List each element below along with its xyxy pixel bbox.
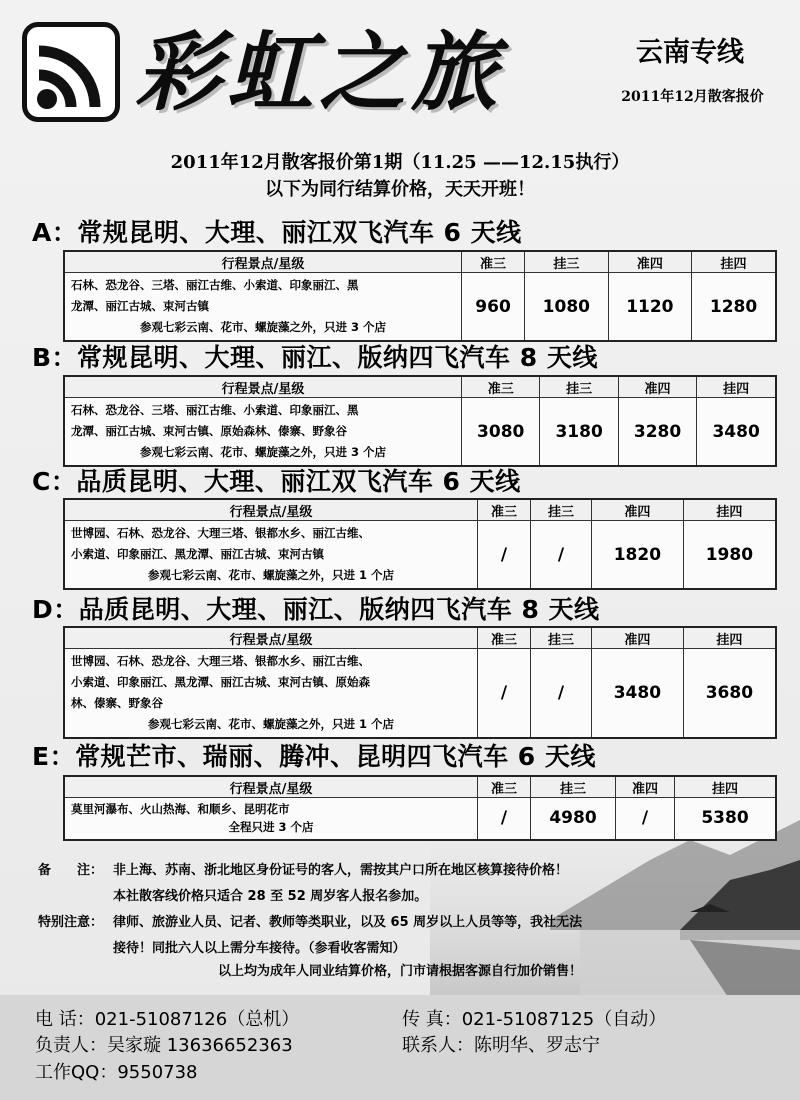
price-cell: / (531, 521, 592, 590)
price-cell: 1280 (692, 273, 776, 342)
wifi-signal-icon (33, 33, 111, 113)
note-text: 非上海、苏南、浙北地区身份证号的客人，需按其户口所在地区核算接待价格！ (113, 863, 569, 878)
itinerary-line: 龙潭、丽江古城、束河古镇 (71, 299, 209, 313)
route-title-e: E：常规芒市、瑞丽、腾冲、昆明四飞汽车 6 天线 (32, 742, 596, 771)
itinerary-line: 石林、恐龙谷、三塔、丽江古维、小索道、印象丽江、黑 (71, 403, 359, 417)
price-cell: / (478, 649, 531, 739)
col-header: 挂三 (531, 776, 616, 798)
price-cell: 3680 (683, 649, 776, 739)
line-subtitle: 2011年12月散客报价 (621, 89, 764, 105)
price-cell: / (478, 798, 531, 840)
manager: 负责人：吴家璇 13636652363 (35, 1035, 293, 1056)
notes (38, 858, 738, 962)
work-qq: 工作QQ：9550738 (35, 1062, 198, 1083)
price-cell: 3480 (592, 649, 684, 739)
note-label-remarks: 备 注： (38, 863, 104, 878)
col-header: 准四 (608, 251, 692, 273)
itinerary-note: 参观七彩云南、花市、螺旋藻之外，只进 1 个店 (147, 717, 394, 731)
col-header: 准三 (478, 776, 531, 798)
col-header: 准四 (592, 499, 684, 521)
route-title-c: C：品质昆明、大理、丽江双飞汽车 6 天线 (32, 467, 521, 496)
price-cell: 3180 (540, 398, 618, 467)
price-table-c (63, 498, 777, 590)
price-cell: 3280 (618, 398, 696, 467)
col-header: 挂四 (683, 499, 776, 521)
col-header: 准三 (478, 499, 531, 521)
price-cell: / (616, 798, 675, 840)
logo (22, 22, 120, 122)
col-header: 准四 (618, 376, 696, 398)
itinerary-line: 世博园、石林、恐龙谷、大理三塔、银都水乡、丽江古维、 (71, 526, 370, 540)
itinerary-note: 参观七彩云南、花市、螺旋藻之外，只进 3 个店 (139, 445, 386, 459)
itinerary-note: 参观七彩云南、花市、螺旋藻之外，只进 3 个店 (139, 320, 386, 334)
price-cell: 1820 (592, 521, 684, 590)
brand-title: 彩虹之旅 (135, 22, 503, 123)
price-cell: 3480 (697, 398, 776, 467)
price-table-b (63, 375, 777, 467)
price-cell: 1980 (683, 521, 776, 590)
fax: 传 真：021-51087125（自动） (402, 1009, 667, 1030)
col-desc-header: 行程景点/星级 (64, 627, 478, 649)
itinerary-cell (64, 798, 478, 840)
note-label-attention: 特别注意： (38, 915, 104, 930)
col-header: 准三 (462, 251, 525, 273)
col-header: 挂三 (540, 376, 618, 398)
itinerary-cell (64, 649, 478, 739)
note-text: 律师、旅游业人员、记者、教师等类职业，以及 65 周岁以上人员等等，我社无法 (113, 915, 583, 930)
col-header: 挂四 (683, 627, 776, 649)
price-table-a (63, 250, 777, 342)
price-cell: / (478, 521, 531, 590)
itinerary-cell (64, 398, 462, 467)
itinerary-line: 龙潭、丽江古城、束河古镇、原始森林、傣寨、野象谷 (71, 424, 347, 438)
price-cell: 5380 (675, 798, 777, 840)
itinerary-line: 世博园、石林、恐龙谷、大理三塔、银都水乡、丽江古维、 (71, 654, 370, 668)
col-desc-header: 行程景点/星级 (64, 251, 462, 273)
col-desc-header: 行程景点/星级 (64, 499, 478, 521)
col-desc-header: 行程景点/星级 (64, 376, 462, 398)
contacts: 联系人：陈明华、罗志宁 (402, 1035, 600, 1056)
price-table-d (63, 626, 777, 739)
line-title: 云南专线 (636, 37, 744, 68)
price-cell: 1080 (525, 273, 609, 342)
final-note: 以上均为成年人同业结算价格，门市请根据客源自行加价销售！ (217, 964, 582, 979)
phone: 电 话：021-51087126（总机） (35, 1009, 300, 1030)
itinerary-cell (64, 273, 462, 342)
col-header: 挂三 (531, 627, 592, 649)
price-cell: 1120 (608, 273, 692, 342)
col-desc-header: 行程景点/星级 (64, 776, 478, 798)
itinerary-line: 小索道、印象丽江、黑龙潭、丽江古城、束河古镇 (71, 547, 324, 561)
route-title-b: B：常规昆明、大理、丽江、版纳四飞汽车 8 天线 (32, 343, 598, 372)
itinerary-cell (64, 521, 478, 590)
route-title-a: A：常规昆明、大理、丽江双飞汽车 6 天线 (32, 218, 522, 247)
price-table-e (63, 775, 777, 841)
contact-footer (0, 995, 800, 1100)
col-header: 挂四 (697, 376, 776, 398)
itinerary-note: 全程只进 3 个店 (228, 820, 314, 834)
col-header: 准三 (478, 627, 531, 649)
price-cell: / (531, 649, 592, 739)
price-cell: 3080 (462, 398, 540, 467)
headline: 2011年12月散客报价第1期（11.25 ——12.15执行） (170, 152, 630, 173)
route-title-d: D：品质昆明、大理、丽江、版纳四飞汽车 8 天线 (32, 595, 600, 624)
col-header: 挂三 (531, 499, 592, 521)
note-text: 接待！同批六人以上需分车接待。（参看收客需知） (113, 941, 406, 956)
price-cell: 960 (462, 273, 525, 342)
itinerary-line: 石林、恐龙谷、三塔、丽江古维、小索道、印象丽江、黑 (71, 278, 359, 292)
col-header: 挂四 (692, 251, 776, 273)
itinerary-note: 参观七彩云南、花市、螺旋藻之外，只进 1 个店 (147, 568, 394, 582)
col-header: 准四 (592, 627, 684, 649)
subheadline: 以下为同行结算价格，天天开班！ (265, 179, 535, 200)
price-cell: 4980 (531, 798, 616, 840)
note-text: 本社散客线价格只适合 28 至 52 周岁客人报名参加。 (113, 889, 428, 904)
col-header: 挂四 (675, 776, 777, 798)
col-header: 准三 (462, 376, 540, 398)
itinerary-line: 小索道、印象丽江、黑龙潭、丽江古城、束河古镇、原始森 (71, 675, 370, 689)
col-header: 挂三 (525, 251, 609, 273)
itinerary-line: 林、傣寨、野象谷 (71, 696, 163, 710)
col-header: 准四 (616, 776, 675, 798)
itinerary-line: 莫里河瀑布、火山热海、和顺乡、昆明花市 (71, 802, 290, 816)
